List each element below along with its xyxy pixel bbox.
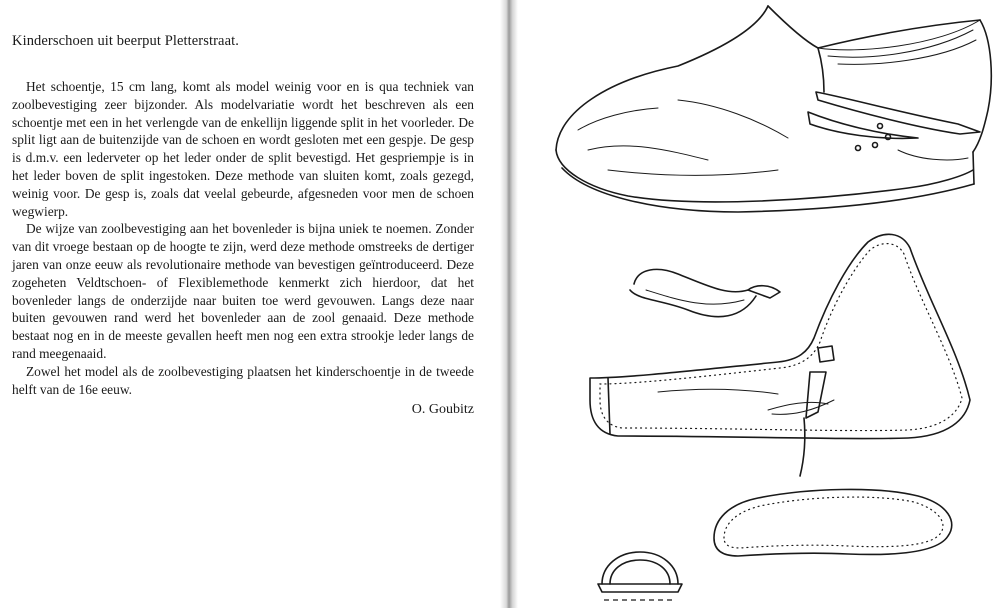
page-title: Kinderschoen uit beerput Pletterstraat. [12, 33, 239, 49]
paragraph-2: De wijze van zoolbevestiging aan het bovenleder is bijna uniek te noemen. Zonder van dit vroege bestaan op de hoogte te zijn, werd deze methode omstreeks de dertiger jaren van onze eeuw als revolutionaire methode van bevestigen geïntroduceerd. Deze zogeheten Veldtschoen- of Flexiblemethode kenmerkt zich hierdoor, dat het bovenleder langs de onderzijde naar buiten toe werd gevouwen. Langs deze naar buiten gevouwen rand werd het bovenleder aan de zool genaaid. Deze methode bestaat nog en in de meeste gevallen heeft men nog een extra strookje leder langs de rand meegenaaid. [12, 221, 474, 361]
shoe-illustration [556, 6, 991, 212]
paragraph-1: Het schoentje, 15 cm lang, komt als model weinig voor en is qua techniek van zoolbevestiging zeer bijzonder. Als modelvariatie wordt het beschreven als een schoentje met een in het verlengde van de enkellijn liggende split in het voorleder. De split ligt aan de buitenzijde van de schoen en wordt gesloten met een gespje. De gesp is d.m.v. een lederveter op het leder onder de split bevestigd. Het gespriempje is in het leder boven de split ingestoken. Deze methode van sluiten komt, zoals gezegd, weinig voor. De gesp is, zoals dat veelal gebeurde, afgesneden voor men de schoen wegwierp. [12, 79, 474, 219]
paragraph-3: Zowel het model als de zoolbevestiging plaatsen het kinderschoentje in de tweede helft van de 16e eeuw. [12, 363, 474, 397]
sole-pattern [714, 489, 952, 556]
upper-leather-pattern [590, 234, 970, 476]
illustration-plate [518, 0, 1000, 608]
article-body [12, 78, 474, 398]
right-page [518, 0, 1000, 608]
buckle-fragment [598, 552, 682, 600]
book-gutter [500, 0, 518, 608]
author-signature: O. Goubitz [411, 402, 474, 417]
